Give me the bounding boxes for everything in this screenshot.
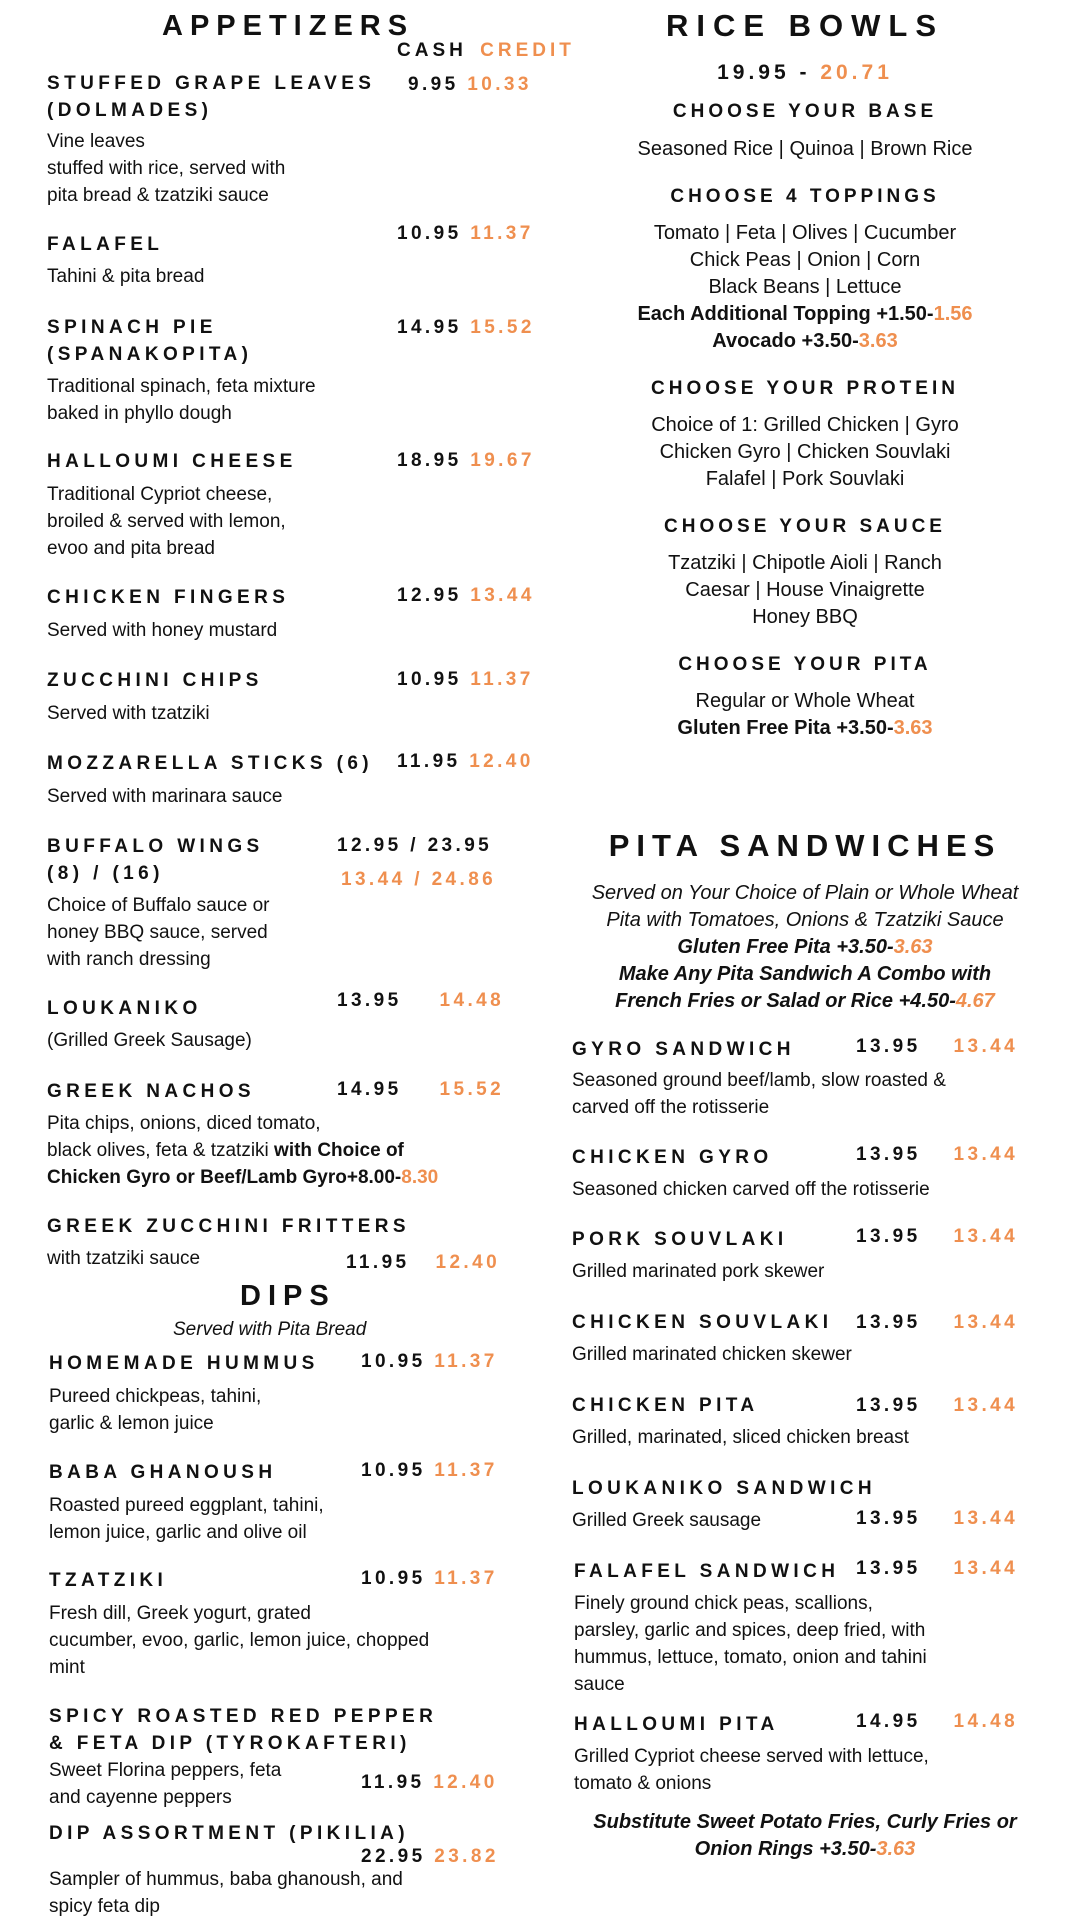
menu-item-description: Pureed chickpeas, tahini, garlic & lemon juice xyxy=(49,1386,262,1434)
menu-item-price: 22.95 23.82 xyxy=(361,1846,499,1867)
menu-item-price: 11.95 12.40 xyxy=(346,1252,501,1273)
menu-item-description: Grilled Greek sausage xyxy=(572,1510,762,1531)
menu-item-description: Seasoned chicken carved off the rotisserie xyxy=(572,1179,930,1200)
menu-item-description: Pita chips, onions, diced tomato, black olives, feta & tzatziki with Choice of Chicken Gyro or Beef/Lamb Gyro+8.00-8.30 xyxy=(47,1113,439,1188)
menu-item-description: Seasoned ground beef/lamb, slow roasted & carved off the rotisserie xyxy=(572,1070,946,1118)
menu-item-name: CHICKEN GYRO xyxy=(572,1147,773,1168)
choose-sauce-heading: CHOOSE YOUR SAUCE xyxy=(664,516,946,537)
menu-item-description: Vine leaves stuffed with rice, served with pita bread & tzatziki sauce xyxy=(47,131,286,206)
menu-item-name: GYRO SANDWICH xyxy=(572,1039,795,1060)
menu-item-description: Sweet Florina peppers, feta and cayenne peppers xyxy=(49,1760,282,1808)
choose-protein-heading: CHOOSE YOUR PROTEIN xyxy=(651,378,959,399)
menu-item-description: Grilled, marinated, sliced chicken breast xyxy=(572,1427,909,1448)
toppings-options: Tomato | Feta | Olives | Cucumber Chick Peas | Onion | Corn Black Beans | Lettuce Each Additional Topping +1.50-1.56 Avocado +3.50-3.63 xyxy=(637,222,973,352)
menu-item-price: 10.95 11.37 xyxy=(397,223,534,244)
menu-item-name: GREEK NACHOS xyxy=(47,1081,255,1102)
menu-item-name: CHICKEN FINGERS xyxy=(47,587,290,608)
menu-item-price: 14.95 15.52 xyxy=(337,1079,505,1100)
menu-item-name: HALLOUMI CHEESE xyxy=(47,451,297,472)
menu-item-price: 13.95 13.44 xyxy=(856,1226,1019,1247)
menu-item-price: 14.95 14.48 xyxy=(856,1711,1019,1732)
menu-item-name: STUFFED GRAPE LEAVES (DOLMADES) xyxy=(47,73,376,121)
menu-item-price: 13.95 13.44 xyxy=(856,1036,1019,1057)
menu-item-name: LOUKANIKO SANDWICH xyxy=(572,1478,877,1499)
rice-bowls-section xyxy=(570,8,1040,742)
menu-item-name: DIP ASSORTMENT (PIKILIA) xyxy=(49,1823,409,1844)
price-column-header xyxy=(397,40,575,62)
menu-item-price: 11.95 12.40 xyxy=(397,751,534,772)
menu-item-price: 9.95 10.33 xyxy=(408,74,532,95)
menu-item-description: Finely ground chick peas, scallions, parsley, garlic and spices, deep fried, with hummus, lettuce, tomato, onion and tahini sauce xyxy=(574,1593,927,1695)
pita-options: Regular or Whole Wheat Gluten Free Pita +3.50-3.63 xyxy=(677,690,933,739)
menu-item-price: 10.95 11.37 xyxy=(361,1351,498,1372)
menu-item-description: Grilled marinated chicken skewer xyxy=(572,1344,852,1365)
menu-item-price: 12.95 13.44 xyxy=(397,585,535,606)
menu-item-name: GREEK ZUCCHINI FRITTERS xyxy=(47,1216,410,1237)
menu-item-price: 10.95 11.37 xyxy=(361,1460,498,1481)
menu-item-description: Fresh dill, Greek yogurt, grated cucumber, evoo, garlic, lemon juice, chopped mint xyxy=(49,1603,430,1678)
menu-item-price: 12.95 / 23.95 13.44 / 24.86 xyxy=(337,835,497,890)
appetizers-title: APPETIZERS xyxy=(162,10,415,42)
choose-base-heading: CHOOSE YOUR BASE xyxy=(672,101,938,122)
menu-item-price: 13.95 13.44 xyxy=(856,1312,1019,1333)
base-options: Seasoned Rice | Quinoa | Brown Rice xyxy=(637,138,973,160)
menu-item-name: ZUCCHINI CHIPS xyxy=(47,670,263,691)
sauce-options: Tzatziki | Chipotle Aioli | Ranch Caesar | House Vinaigrette Honey BBQ xyxy=(668,552,942,628)
menu-item-price: 14.95 15.52 xyxy=(397,317,535,338)
menu-item-description: with tzatziki sauce xyxy=(47,1248,201,1269)
pita-sandwiches-header xyxy=(565,828,1045,1015)
menu-item-price: 10.95 11.37 xyxy=(397,669,534,690)
choose-toppings-heading: CHOOSE 4 TOPPINGS xyxy=(670,186,940,207)
menu-item-price: 13.95 13.44 xyxy=(856,1558,1019,1579)
choose-pita-heading: CHOOSE YOUR PITA xyxy=(678,654,932,675)
menu-item-name: FALAFEL xyxy=(47,234,164,255)
menu-item-name: HALLOUMI PITA xyxy=(574,1714,779,1735)
menu-item-price: 13.95 14.48 xyxy=(337,990,505,1011)
menu-item-name: MOZZARELLA STICKS (6) xyxy=(47,753,374,774)
menu-item-name: PORK SOUVLAKI xyxy=(572,1229,788,1250)
menu-item-description: Served with tzatziki xyxy=(47,703,210,724)
menu-item-description: Served with honey mustard xyxy=(47,620,278,641)
menu-item-price: 13.95 13.44 xyxy=(856,1395,1019,1416)
menu-item-name: CHICKEN SOUVLAKI xyxy=(572,1312,833,1333)
menu-item-name: BABA GHANOUSH xyxy=(49,1462,277,1483)
pita-sandwiches-notes: Served on Your Choice of Plain or Whole Wheat Pita with Tomatoes, Onions & Tzatziki Sauce Gluten Free Pita +3.50-3.63 Make Any Pita Sandwich A Combo with French Fries or Salad or Rice +4.50-4.67 xyxy=(591,882,1019,1012)
rice-bowls-price: 19.95 - 20.71 xyxy=(717,61,893,84)
menu-item-description: Grilled marinated pork skewer xyxy=(572,1261,825,1282)
dips-subtitle: Served with Pita Bread xyxy=(173,1319,367,1340)
menu-item-description: Traditional Cypriot cheese, broiled & served with lemon, evoo and pita bread xyxy=(47,484,286,559)
menu-item-name: BUFFALO WINGS (8) / (16) xyxy=(47,836,264,884)
menu-item-description: Grilled Cypriot cheese served with lettuce, tomato & onions xyxy=(574,1746,929,1794)
menu-item-name: TZATZIKI xyxy=(49,1570,168,1591)
menu-item-price: 10.95 11.37 xyxy=(361,1568,498,1589)
menu-item-name: SPICY ROASTED RED PEPPER & FETA DIP (TYROKAFTERI) xyxy=(49,1706,438,1754)
menu-item-description: (Grilled Greek Sausage) xyxy=(47,1030,252,1051)
menu-item-description: Sampler of hummus, baba ghanoush, and spicy feta dip xyxy=(49,1869,403,1917)
menu-item-description: Served with marinara sauce xyxy=(47,786,283,807)
menu-item-name: FALAFEL SANDWICH xyxy=(574,1561,840,1582)
menu-item-name: CHICKEN PITA xyxy=(572,1395,759,1416)
rice-bowls-title: RICE BOWLS xyxy=(665,8,945,43)
menu-item-price: 13.95 13.44 xyxy=(856,1144,1019,1165)
dips-title: DIPS xyxy=(240,1280,336,1312)
menu-item-name: SPINACH PIE (SPANAKOPITA) xyxy=(47,317,253,365)
menu-item-description: Roasted pureed eggplant, tahini, lemon juice, garlic and olive oil xyxy=(49,1495,324,1543)
menu-item-name: LOUKANIKO xyxy=(47,998,202,1019)
menu-item-description: Traditional spinach, feta mixture baked in phyllo dough xyxy=(47,376,316,424)
credit-header: CREDIT xyxy=(480,40,575,61)
menu-item-price: 11.95 12.40 xyxy=(361,1772,498,1793)
substitute-note: Substitute Sweet Potato Fries, Curly Fries or Onion Rings +3.50-3.63 xyxy=(593,1811,1017,1860)
menu-item-description: Tahini & pita bread xyxy=(47,266,205,287)
cash-header: CASH xyxy=(397,40,467,61)
menu-item-description: Choice of Buffalo sauce or honey BBQ sauce, served with ranch dressing xyxy=(47,895,270,970)
menu-item-price: 13.95 13.44 xyxy=(856,1508,1019,1529)
protein-options: Choice of 1: Grilled Chicken | Gyro Chicken Gyro | Chicken Souvlaki Falafel | Pork Souvlaki xyxy=(651,414,959,490)
menu-item-price: 18.95 19.67 xyxy=(397,450,535,471)
pita-sandwiches-title: PITA SANDWICHES xyxy=(608,828,1002,863)
menu-item-name: HOMEMADE HUMMUS xyxy=(49,1353,319,1374)
